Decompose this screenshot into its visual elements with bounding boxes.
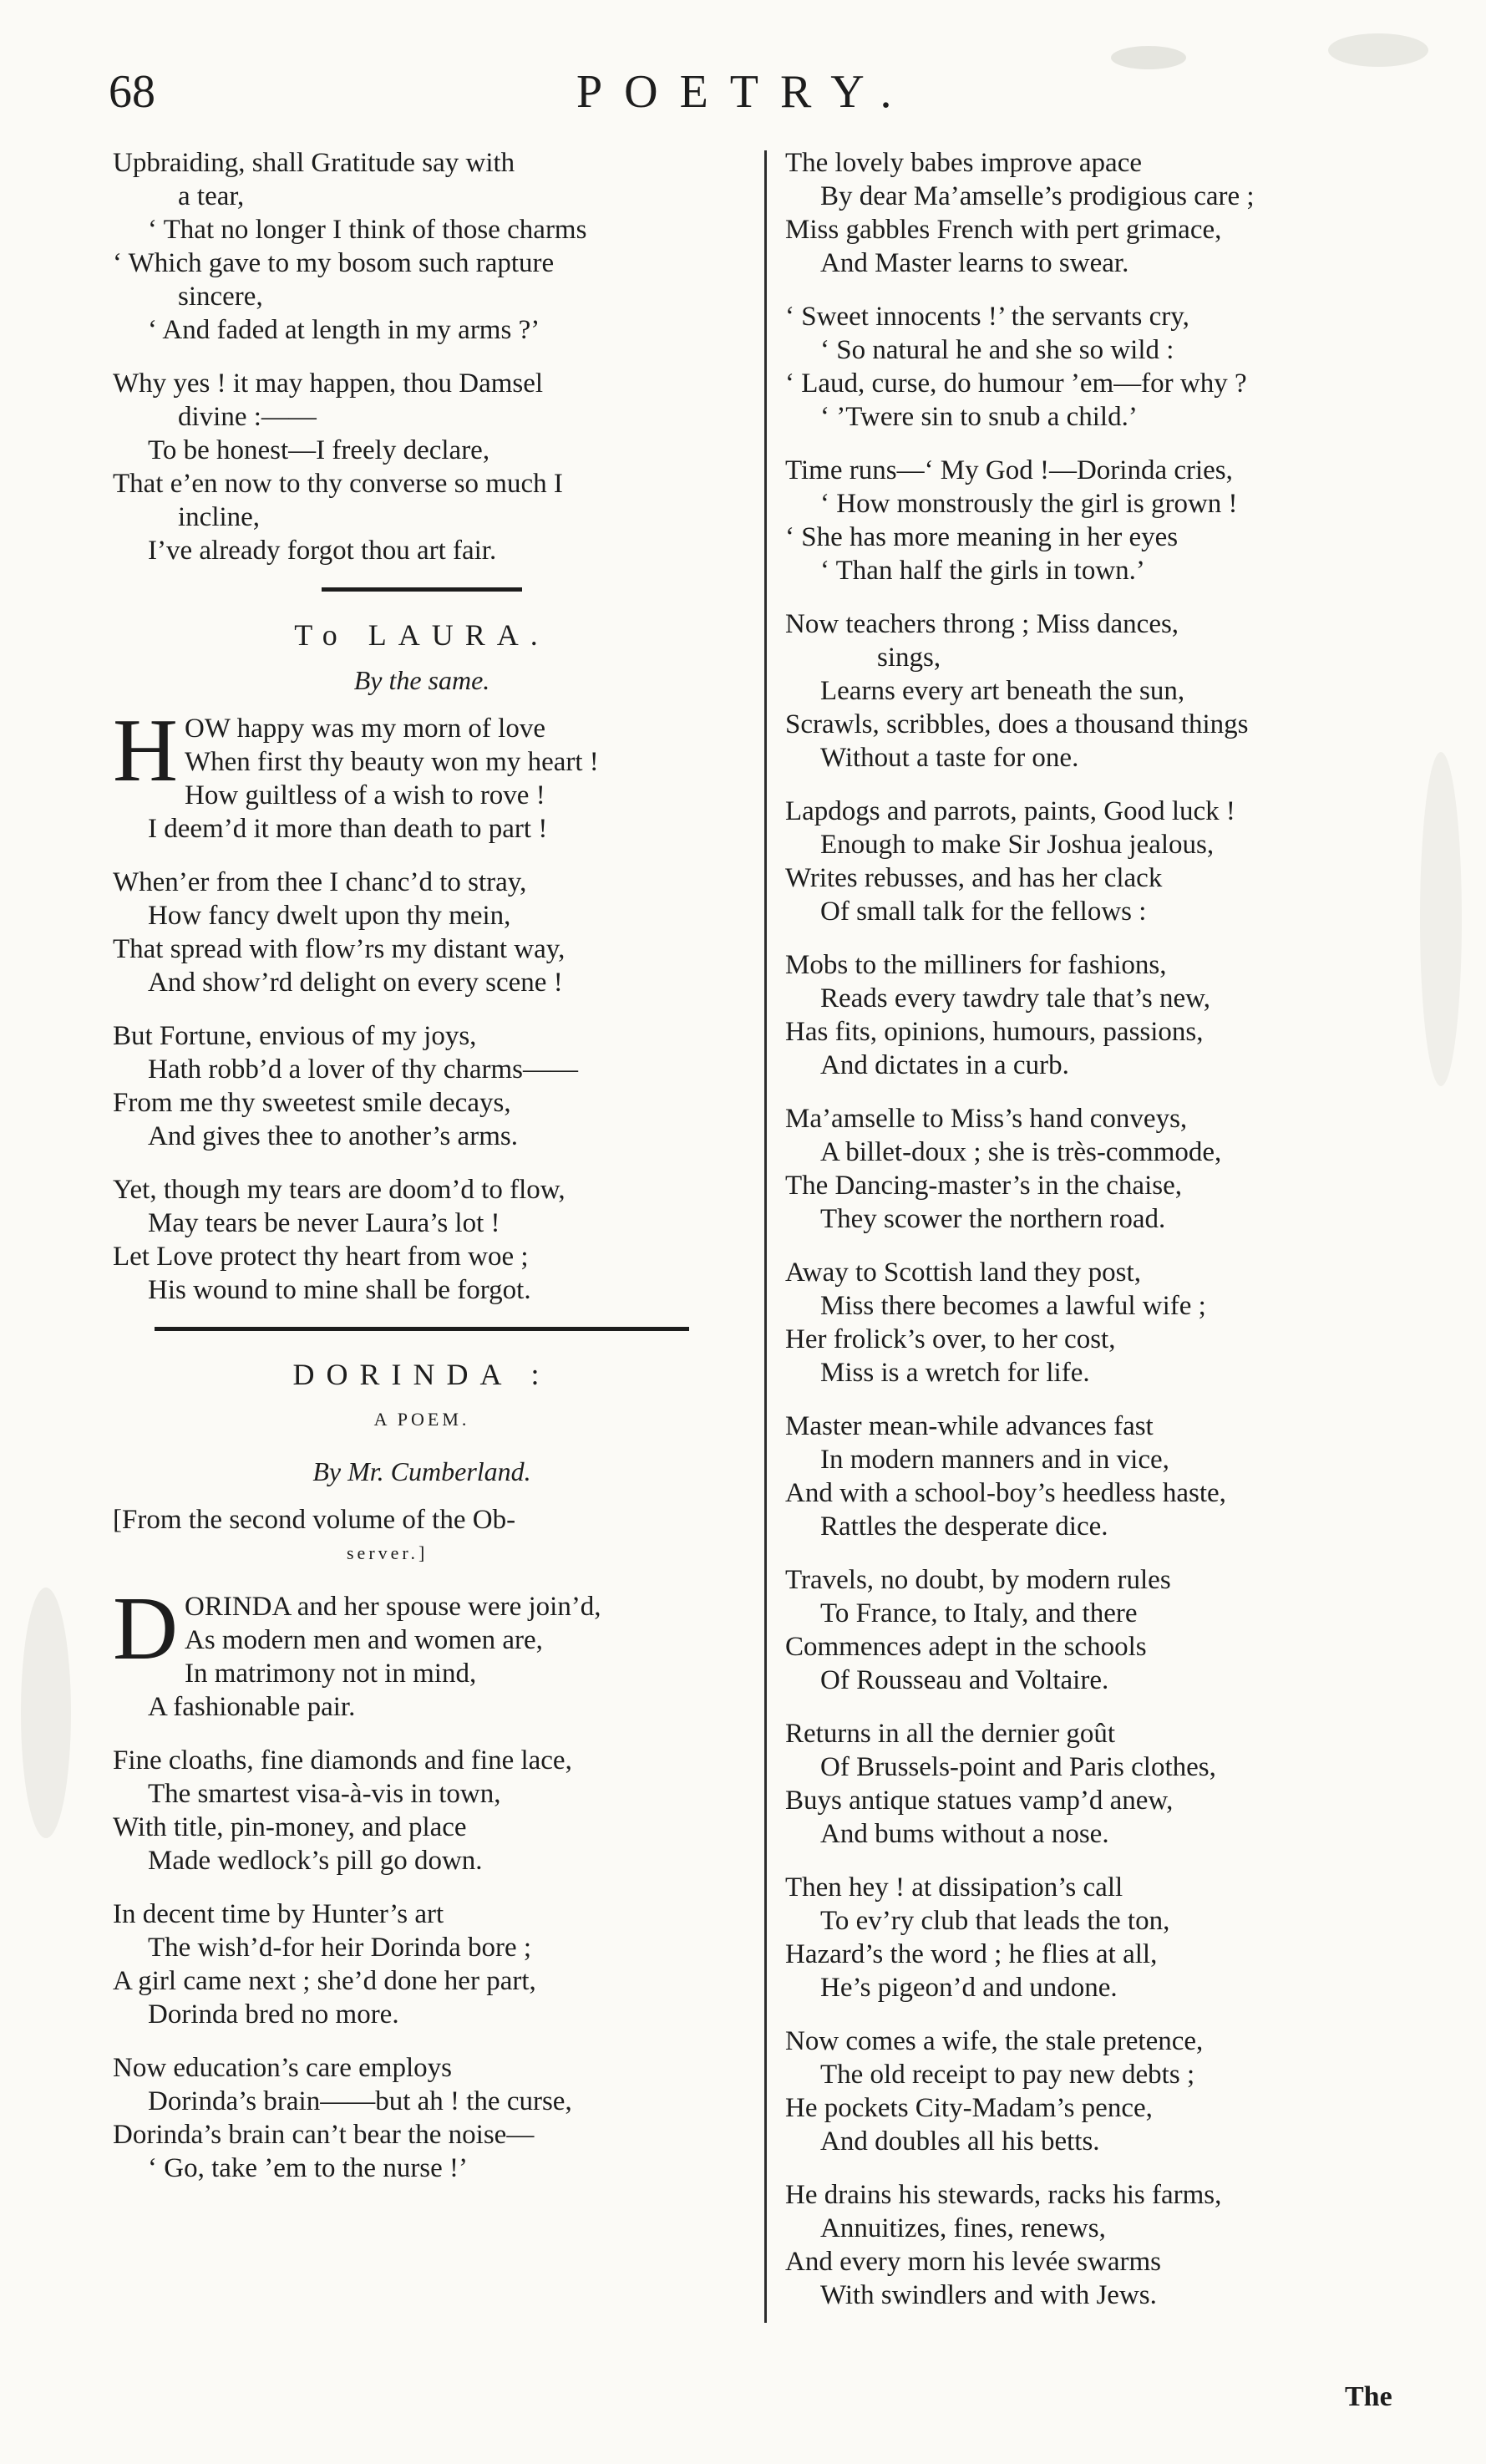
stanza — [785, 146, 1420, 280]
right-column — [785, 146, 1420, 2332]
verse-line: And show’rd delight on every scene ! — [148, 968, 563, 998]
stanza — [785, 1102, 1420, 1236]
verse-line: When first thy beauty won my heart ! — [185, 747, 599, 777]
verse-line: sincere, — [178, 282, 263, 312]
verse-line: Miss there becomes a lawful wife ; — [820, 1291, 1206, 1321]
drop-cap: D — [113, 1579, 178, 1679]
verse-line: ‘ Laud, curse, do humour ’em—for why ? — [785, 368, 1247, 399]
verse-line: His wound to mine shall be forgot. — [148, 1275, 531, 1305]
verse-line: Her frolick’s over, to her cost, — [785, 1324, 1116, 1354]
verse-line: ‘ How monstrously the girl is grown ! — [820, 489, 1238, 519]
source-line: server.] — [347, 1542, 429, 1563]
verse-line: Enough to make Sir Joshua jealous, — [820, 830, 1215, 860]
verse-line: Then hey ! at dissipation’s call — [785, 1872, 1123, 1903]
verse-line: And dictates in a curb. — [820, 1050, 1069, 1080]
verse-line: ‘ And faded at length in my arms ?’ — [148, 315, 540, 345]
paper-stain — [1420, 752, 1462, 1086]
verse-line: Fine cloaths, fine diamonds and fine lace, — [113, 1745, 572, 1776]
stanza — [113, 1173, 731, 1307]
verse-line: ORINDA and her spouse were join’d, — [185, 1592, 601, 1622]
verse-line: From me thy sweetest smile decays, — [113, 1088, 511, 1118]
verse-line: That spread with flow’rs my distant way, — [113, 934, 565, 964]
verse-line: ‘ Than half the girls in town.’ — [820, 556, 1145, 586]
verse-line: Now teachers throng ; Miss dances, — [785, 609, 1179, 639]
page-number: 68 — [109, 66, 155, 118]
verse-line: When’er from thee I chanc’d to stray, — [113, 867, 527, 897]
verse-line: With swindlers and with Jews. — [820, 2280, 1157, 2310]
verse-line: Lapdogs and parrots, paints, Good luck ! — [785, 796, 1235, 826]
stanza — [113, 2051, 731, 2185]
verse-line: Hath robb’d a lover of thy charms—— — [148, 1054, 579, 1085]
verse-line: The smartest visa-à-vis in town, — [148, 1779, 501, 1809]
verse-line: Learns every art beneath the sun, — [820, 676, 1185, 706]
verse-line: And bums without a nose. — [820, 1819, 1109, 1849]
verse-line: He drains his stewards, racks his farms, — [785, 2180, 1222, 2210]
stanza — [113, 1019, 731, 1153]
section-rule — [155, 1327, 689, 1331]
verse-line: And with a school-boy’s heedless haste, — [785, 1478, 1226, 1508]
verse-line: ‘ Go, take ’em to the nurse !’ — [148, 2153, 469, 2183]
stanza — [113, 146, 731, 347]
verse-line: To be honest—I freely declare, — [148, 435, 490, 465]
verse-line: Miss is a wretch for life. — [820, 1358, 1090, 1388]
verse-line: Dorinda’s brain can’t bear the noise— — [113, 2120, 535, 2150]
verse-line: Travels, no doubt, by modern rules — [785, 1565, 1171, 1595]
verse-line: Hazard’s the word ; he flies at all, — [785, 1939, 1158, 1969]
stanza — [113, 701, 731, 846]
verse-line: And Master learns to swear. — [820, 248, 1129, 278]
verse-line: Dorinda bred no more. — [148, 1999, 399, 2030]
stanza — [785, 454, 1420, 587]
verse-line: The lovely babes improve apace — [785, 148, 1142, 178]
verse-line: Made wedlock’s pill go down. — [148, 1846, 483, 1876]
verse-line: Writes rebusses, and has her clack — [785, 863, 1163, 893]
verse-line: As modern men and women are, — [185, 1625, 543, 1655]
poem-title: To LAURA. — [294, 618, 550, 652]
verse-line: Yet, though my tears are doom’d to flow, — [113, 1175, 565, 1205]
verse-line: Annuitizes, fines, renews, — [820, 2213, 1106, 2243]
verse-line: Rattles the desperate dice. — [820, 1511, 1108, 1542]
source-line: [From the second volume of the Ob- — [113, 1505, 516, 1535]
verse-line: May tears be never Laura’s lot ! — [148, 1208, 500, 1238]
verse-line: A girl came next ; she’d done her part, — [113, 1966, 536, 1996]
stanza — [785, 1563, 1420, 1697]
paper-stain — [1111, 46, 1186, 69]
verse-line: I’ve already forgot thou art fair. — [148, 536, 497, 566]
verse-line: Of Rousseau and Voltaire. — [820, 1665, 1109, 1695]
verse-line: That e’en now to thy converse so much I — [113, 469, 563, 499]
section-rule — [322, 587, 522, 592]
verse-line: Without a taste for one. — [820, 743, 1079, 773]
verse-line: Scrawls, scribbles, does a thousand things — [785, 709, 1249, 739]
verse-line: Mobs to the milliners for fashions, — [785, 950, 1167, 980]
verse-line: sings, — [877, 643, 941, 673]
stanza — [785, 1717, 1420, 1851]
verse-line: Now comes a wife, the stale pretence, — [785, 2026, 1204, 2056]
verse-line: ‘ Which gave to my bosom such rapture — [113, 248, 555, 278]
verse-line: Time runs—‘ My God !—Dorinda cries, — [785, 455, 1233, 485]
stanza — [785, 2178, 1420, 2312]
verse-line: ‘ So natural he and she so wild : — [820, 335, 1174, 365]
paper-stain — [21, 1588, 71, 1838]
verse-line: The old receipt to pay new debts ; — [820, 2060, 1195, 2090]
verse-line: A billet-doux ; she is très-commode, — [820, 1137, 1222, 1167]
stanza — [113, 1744, 731, 1877]
verse-line: Returns in all the dernier goût — [785, 1719, 1115, 1749]
stanza — [113, 866, 731, 999]
verse-line: How guiltless of a wish to rove ! — [185, 780, 545, 810]
stanza — [785, 948, 1420, 1082]
verse-line: And every morn his levée swarms — [785, 2247, 1161, 2277]
verse-line: How fancy dwelt upon thy mein, — [148, 901, 511, 931]
verse-line: Of small talk for the fellows : — [820, 897, 1147, 927]
verse-line: Away to Scottish land they post, — [785, 1257, 1141, 1288]
verse-line: Reads every tawdry tale that’s new, — [820, 983, 1211, 1014]
verse-line: In modern manners and in vice, — [820, 1445, 1169, 1475]
stanza — [113, 1579, 731, 1724]
verse-line: Upbraiding, shall Gratitude say with — [113, 148, 515, 178]
catchword: The — [1345, 2381, 1392, 2412]
stanza — [785, 300, 1420, 434]
verse-line: Has fits, opinions, humours, passions, — [785, 1017, 1204, 1047]
verse-line: The wish’d-for heir Dorinda bore ; — [148, 1933, 532, 1963]
left-column — [113, 146, 731, 2205]
source-note — [113, 1503, 731, 1570]
stanza — [785, 1256, 1420, 1389]
verse-line: ‘ She has more meaning in her eyes — [785, 522, 1179, 552]
verse-line: Buys antique statues vamp’d anew, — [785, 1786, 1174, 1816]
verse-line: a tear, — [178, 181, 245, 211]
stanza — [785, 2025, 1420, 2158]
verse-line: Now education’s care employs — [113, 2053, 452, 2083]
verse-line: OW happy was my morn of love — [185, 714, 545, 744]
stanza — [113, 367, 731, 567]
verse-line: To France, to Italy, and there — [820, 1598, 1138, 1628]
stanza — [785, 607, 1420, 775]
verse-line: They scower the northern road. — [820, 1204, 1166, 1234]
verse-line: Commences adept in the schools — [785, 1632, 1147, 1662]
running-head: POETRY. — [576, 66, 914, 118]
poem-title: DORINDA : — [292, 1358, 551, 1391]
verse-line: Of Brussels-point and Paris clothes, — [820, 1752, 1216, 1782]
verse-line: In decent time by Hunter’s art — [113, 1899, 444, 1929]
stanza — [113, 1898, 731, 2031]
paper-stain — [1328, 33, 1428, 67]
verse-line: In matrimony not in mind, — [185, 1659, 477, 1689]
verse-line: divine :—— — [178, 402, 317, 432]
verse-line: He pockets City-Madam’s pence, — [785, 2093, 1153, 2123]
verse-line: Why yes ! it may happen, thou Damsel — [113, 368, 544, 399]
verse-line: To ev’ry club that leads the ton, — [820, 1906, 1170, 1936]
stanza — [785, 795, 1420, 928]
verse-line: And gives thee to another’s arms. — [148, 1121, 518, 1151]
verse-line: He’s pigeon’d and undone. — [820, 1973, 1118, 2003]
verse-line: ‘ ’Twere sin to snub a child.’ — [820, 402, 1138, 432]
verse-line: incline, — [178, 502, 261, 532]
verse-line: Dorinda’s brain——but ah ! the curse, — [148, 2086, 572, 2116]
poem-byline: By the same. — [353, 665, 490, 695]
drop-cap: H — [113, 701, 178, 800]
verse-line: A fashionable pair. — [148, 1692, 356, 1722]
verse-line: But Fortune, envious of my joys, — [113, 1021, 477, 1051]
verse-line: ‘ That no longer I think of those charms — [148, 215, 587, 245]
verse-line: By dear Ma’amselle’s prodigious care ; — [820, 181, 1255, 211]
verse-line: Master mean-while advances fast — [785, 1411, 1154, 1441]
verse-line: I deem’d it more than death to part ! — [148, 814, 548, 844]
verse-line: And doubles all his betts. — [820, 2126, 1100, 2157]
verse-line: Ma’amselle to Miss’s hand conveys, — [785, 1104, 1188, 1134]
column-divider — [764, 150, 767, 2323]
poem-subtitle: A POEM. — [373, 1409, 470, 1430]
stanza — [785, 1410, 1420, 1543]
verse-line: ‘ Sweet innocents !’ the servants cry, — [785, 302, 1189, 332]
stanza — [785, 1871, 1420, 2004]
verse-line: The Dancing-master’s in the chaise, — [785, 1171, 1182, 1201]
verse-line: With title, pin-money, and place — [113, 1812, 467, 1842]
verse-line: Miss gabbles French with pert grimace, — [785, 215, 1222, 245]
poem-byline: By Mr. Cumberland. — [312, 1456, 531, 1486]
verse-line: Let Love protect thy heart from woe ; — [113, 1242, 529, 1272]
